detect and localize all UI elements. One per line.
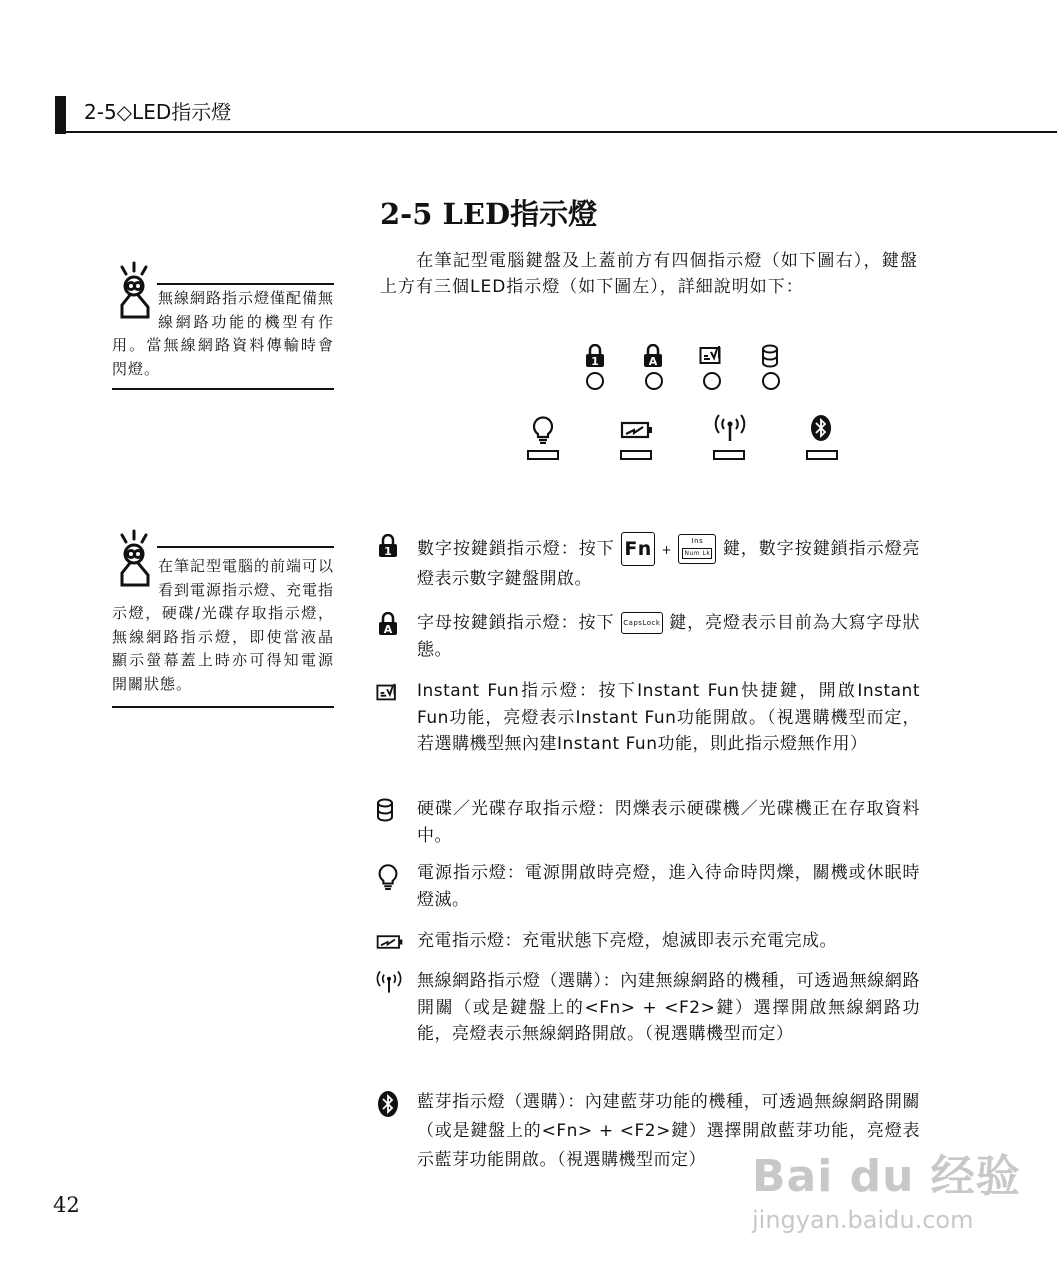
item-text: Instant Fun指示燈：按下Instant Fun快捷鍵，開啟Instant Fun功能，亮燈表示Instant Fun功能開啟。（視選購機型而定，若選購機型無內建Instant Fun功能，則此指示燈無作用） bbox=[417, 681, 920, 754]
disk-activity-icon bbox=[761, 344, 779, 368]
list-item bbox=[376, 532, 920, 593]
note-rule-bottom bbox=[112, 388, 334, 390]
item-text: 充電指示燈：充電狀態下亮燈，熄滅即表示充電完成。 bbox=[417, 931, 837, 951]
led-light bbox=[703, 372, 721, 390]
note-text: 在筆記型電腦的前端可以看到電源指示燈、充電指示燈，硬碟/光碟存取指示燈，無線網路指示燈，即使當液晶顯示螢幕蓋上時亦可得知電源開關狀態。 bbox=[112, 557, 335, 693]
instant-fun-icon bbox=[699, 344, 725, 366]
intro-paragraph bbox=[380, 248, 918, 300]
item-text: 硬碟／光碟存取指示燈：閃爍表示硬碟機／光碟機正在存取資料中。 bbox=[417, 799, 920, 846]
svg-text:A: A bbox=[383, 623, 393, 636]
note-rule-top bbox=[157, 283, 334, 285]
bluetooth-icon bbox=[810, 414, 832, 442]
idea-bulb-icon bbox=[112, 527, 156, 591]
page-title: 2-5 LED指示燈 bbox=[380, 197, 598, 231]
item-text: 藍芽指示燈（選購）：內建藍芽功能的機種，可透過無線網路開關（或是鍵盤上的<Fn> + <F2>鍵）選擇開啟藍芽功能，亮燈表示藍芽功能開啟。（視選購機型而定） bbox=[417, 1092, 920, 1170]
led-light bbox=[586, 372, 604, 390]
header-bar bbox=[55, 96, 66, 134]
led-light bbox=[713, 450, 745, 460]
note-rule-bottom bbox=[112, 706, 334, 708]
caps-lock-icon bbox=[642, 344, 664, 368]
charging-icon bbox=[376, 933, 404, 951]
svg-text:A: A bbox=[648, 355, 658, 368]
watermark-url: jingyan.baidu.com bbox=[752, 1206, 974, 1234]
list-item bbox=[376, 928, 920, 955]
list-item bbox=[376, 968, 920, 1048]
watermark-brand: Bai du 经验 bbox=[752, 1151, 1021, 1202]
side-note-wireless bbox=[112, 287, 334, 381]
num-lock-icon bbox=[376, 534, 400, 558]
item-text: 字母按鍵鎖指示燈：按下 bbox=[417, 613, 615, 633]
charging-icon bbox=[620, 420, 654, 440]
numlk-label: Num Lk bbox=[682, 548, 712, 559]
header-rule bbox=[66, 131, 1057, 133]
list-item bbox=[376, 860, 920, 913]
watermark bbox=[752, 1140, 1021, 1234]
item-text: 無線網路指示燈（選購）：內建無線網路的機種，可透過無線網路開關（或是鍵盤上的<Fn> + <F2>鍵）選擇開啟無線網路功能，亮燈表示無線網路開啟。（視選購機型而定） bbox=[417, 971, 920, 1044]
ins-label: Ins bbox=[691, 537, 704, 545]
bluetooth-icon bbox=[376, 1090, 400, 1118]
list-item bbox=[376, 796, 920, 849]
caps-lock-key: CapsLock bbox=[621, 612, 663, 634]
item-text: 鍵，亮燈表示目前為大寫字母狀態。 bbox=[417, 613, 921, 660]
plus-sign: + bbox=[661, 543, 673, 557]
section-header: 2-5◇LED指示燈 bbox=[84, 100, 232, 124]
svg-text:1: 1 bbox=[384, 545, 392, 558]
led-light bbox=[527, 450, 559, 460]
power-bulb-icon bbox=[376, 862, 400, 890]
intro-text: 在筆記型電腦鍵盤及上蓋前方有四個指示燈（如下圖右），鍵盤上方有三個LED指示燈（如下圖左），詳細說明如下： bbox=[380, 251, 918, 297]
list-item bbox=[376, 678, 920, 758]
instant-fun-icon bbox=[376, 680, 400, 704]
led-light bbox=[806, 450, 838, 460]
list-item bbox=[376, 610, 920, 663]
svg-text:1: 1 bbox=[591, 355, 599, 368]
wireless-icon bbox=[376, 970, 402, 994]
note-text: 無線網路指示燈僅配備無線網路功能的機型有作用。當無線網路資料傳輸時會閃燈。 bbox=[112, 289, 335, 378]
power-bulb-icon bbox=[532, 414, 554, 444]
led-light bbox=[762, 372, 780, 390]
idea-bulb-icon bbox=[112, 259, 156, 323]
caps-lock-icon bbox=[376, 612, 400, 636]
item-text: 鍵，數字按鍵鎖指示燈亮燈表示數字鍵盤開啟。 bbox=[417, 539, 921, 589]
ins-numlk-key bbox=[678, 534, 716, 564]
note-rule-top bbox=[157, 546, 334, 548]
wireless-icon bbox=[714, 414, 746, 442]
item-text: 電源指示燈：電源開啟時亮燈，進入待命時閃爍，關機或休眠時燈滅。 bbox=[417, 863, 920, 910]
page-number: 42 bbox=[53, 1193, 80, 1217]
fn-key: Fn bbox=[621, 532, 655, 566]
led-light bbox=[620, 450, 652, 460]
item-text: 數字按鍵鎖指示燈：按下 bbox=[417, 539, 615, 559]
side-note-front-leds bbox=[112, 555, 334, 696]
disk-activity-icon bbox=[376, 798, 394, 822]
led-light bbox=[645, 372, 663, 390]
num-lock-icon bbox=[584, 344, 606, 368]
